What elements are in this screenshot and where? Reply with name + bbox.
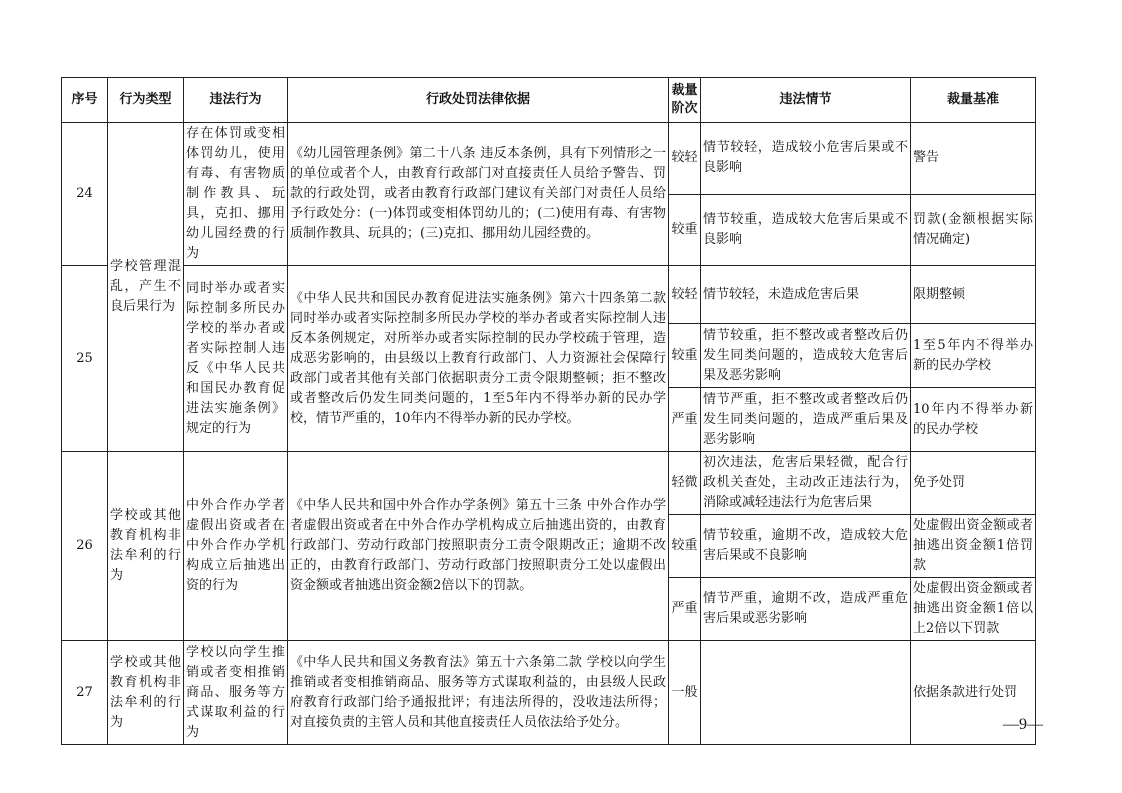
discretion-level: 较重 xyxy=(669,194,701,266)
discretion-level: 轻微 xyxy=(669,452,701,515)
discretion-standard: 1至5年内不得举办新的民办学校 xyxy=(911,324,1036,388)
discretion-level: 严重 xyxy=(669,388,701,452)
discretion-standard: 10年内不得举办新的民办学校 xyxy=(911,388,1036,452)
violation-detail: 情节较重，造成较大危害后果或不良影响 xyxy=(701,194,911,266)
page-number: —9— xyxy=(1003,716,1043,733)
row-number: 27 xyxy=(62,641,108,745)
header-cell: 行为类型 xyxy=(108,78,184,123)
table-row xyxy=(62,266,1036,324)
behavior-type: 学校或其他教育机构非法牟利的行为 xyxy=(108,641,184,745)
discretion-standard: 免予处罚 xyxy=(911,452,1036,515)
discretion-standard: 依据条款进行处罚 xyxy=(911,641,1036,745)
discretion-standard: 处虚假出资金额或者抽逃出资金额1倍以上2倍以下罚款 xyxy=(911,578,1036,641)
discretion-level: 较轻 xyxy=(669,266,701,324)
header-cell: 序号 xyxy=(62,78,108,123)
discretion-level: 严重 xyxy=(669,578,701,641)
header-cell: 违法行为 xyxy=(184,78,288,123)
violation-act: 中外合作办学者虚假出资或者在中外合作办学机构成立后抽逃出资的行为 xyxy=(184,452,288,641)
discretion-level: 一般 xyxy=(669,641,701,745)
header-cell: 裁量阶次 xyxy=(669,78,701,123)
table-row xyxy=(62,123,1036,195)
behavior-type: 学校或其他教育机构非法牟利的行为 xyxy=(108,452,184,641)
violation-act: 同时举办或者实际控制多所民办学校的举办者或者实际控制人违反《中华人民共和国民办教育促进法实施条例》规定的行为 xyxy=(184,266,288,452)
discretion-standard: 警告 xyxy=(911,123,1036,195)
discretion-standard: 罚款(金额根据实际情况确定) xyxy=(911,194,1036,266)
violation-detail: 初次违法，危害后果轻微，配合行政机关查处，主动改正违法行为，消除或减轻违法行为危害后果 xyxy=(701,452,911,515)
discretion-level: 较轻 xyxy=(669,123,701,195)
behavior-type: 学校管理混乱，产生不良后果行为 xyxy=(108,123,184,452)
violation-detail: 情节严重，拒不整改或者整改后仍发生同类问题的，造成严重后果及恶劣影响 xyxy=(701,388,911,452)
violation-detail: 情节较轻，造成较小危害后果或不良影响 xyxy=(701,123,911,195)
table-row xyxy=(62,452,1036,515)
header-cell: 行政处罚法律依据 xyxy=(288,78,669,123)
header-cell: 裁量基准 xyxy=(911,78,1036,123)
legal-basis: 《中华人民共和国义务教育法》第五十六条第二款 学校以向学生推销或者变相推销商品、服务等方式谋取利益的，由县级人民政府教育行政部门给予通报批评；有违法所得的，没收违法所得；对直接负责的主管人员和其他直接责任人员依法给予处分。 xyxy=(288,641,669,745)
row-number: 24 xyxy=(62,123,108,266)
discretion-standard: 处虚假出资金额或者抽逃出资金额1倍罚款 xyxy=(911,515,1036,578)
violation-detail: 情节较轻，未造成危害后果 xyxy=(701,266,911,324)
header-cell: 违法情节 xyxy=(701,78,911,123)
table-header-row xyxy=(62,78,1036,123)
row-number: 25 xyxy=(62,266,108,452)
legal-basis: 《中华人民共和国中外合作办学条例》第五十三条 中外合作办学者虚假出资或者在中外合作办学机构成立后抽逃出资的，由教育行政部门、劳动行政部门按照职责分工责令限期改正；逾期不改正的，由教育行政部门、劳动行政部门按照职责分工处以虚假出资金额或者抽逃出资金额2倍以下的罚款。 xyxy=(288,452,669,641)
violation-detail: 情节较重，拒不整改或者整改后仍发生同类问题的，造成较大危害后果及恶劣影响 xyxy=(701,324,911,388)
discretion-level: 较重 xyxy=(669,515,701,578)
discretion-level: 较重 xyxy=(669,324,701,388)
table-row xyxy=(62,641,1036,745)
violation-detail xyxy=(701,641,911,745)
penalty-discretion-table xyxy=(61,77,1036,745)
discretion-standard: 限期整顿 xyxy=(911,266,1036,324)
row-number: 26 xyxy=(62,452,108,641)
legal-basis: 《中华人民共和国民办教育促进法实施条例》第六十四条第二款 同时举办或者实际控制多所民办学校的举办者或者实际控制人违反本条例规定，对所举办或者实际控制的民办学校疏于管理，造成恶劣影响的，由县级以上教育行政部门、人力资源社会保障行政部门或者其他有关部门依据职责分工责令限期整顿；拒不整改或者整改后仍发生同类问题的，1至5年内不得举办新的民办学校，情节严重的，10年内不得举办新的民办学校。 xyxy=(288,266,669,452)
violation-act: 学校以向学生推销或者变相推销商品、服务等方式谋取利益的行为 xyxy=(184,641,288,745)
violation-act: 存在体罚或变相体罚幼儿，使用有毒、有害物质制作教具、玩具，克扣、挪用幼儿园经费的行为 xyxy=(184,123,288,266)
violation-detail: 情节严重，逾期不改，造成严重危害后果或恶劣影响 xyxy=(701,578,911,641)
violation-detail: 情节较重，逾期不改，造成较大危害后果或不良影响 xyxy=(701,515,911,578)
legal-basis: 《幼儿园管理条例》第二十八条 违反本条例，具有下列情形之一的单位或者个人，由教育行政部门对直接责任人员给予警告、罚款的行政处罚，或者由教育行政部门建议有关部门对责任人员给予行政处分：(一)体罚或变相体罚幼儿的；(二)使用有毒、有害物质制作教具、玩具的；(三)克扣、挪用幼儿园经费的。 xyxy=(288,123,669,266)
